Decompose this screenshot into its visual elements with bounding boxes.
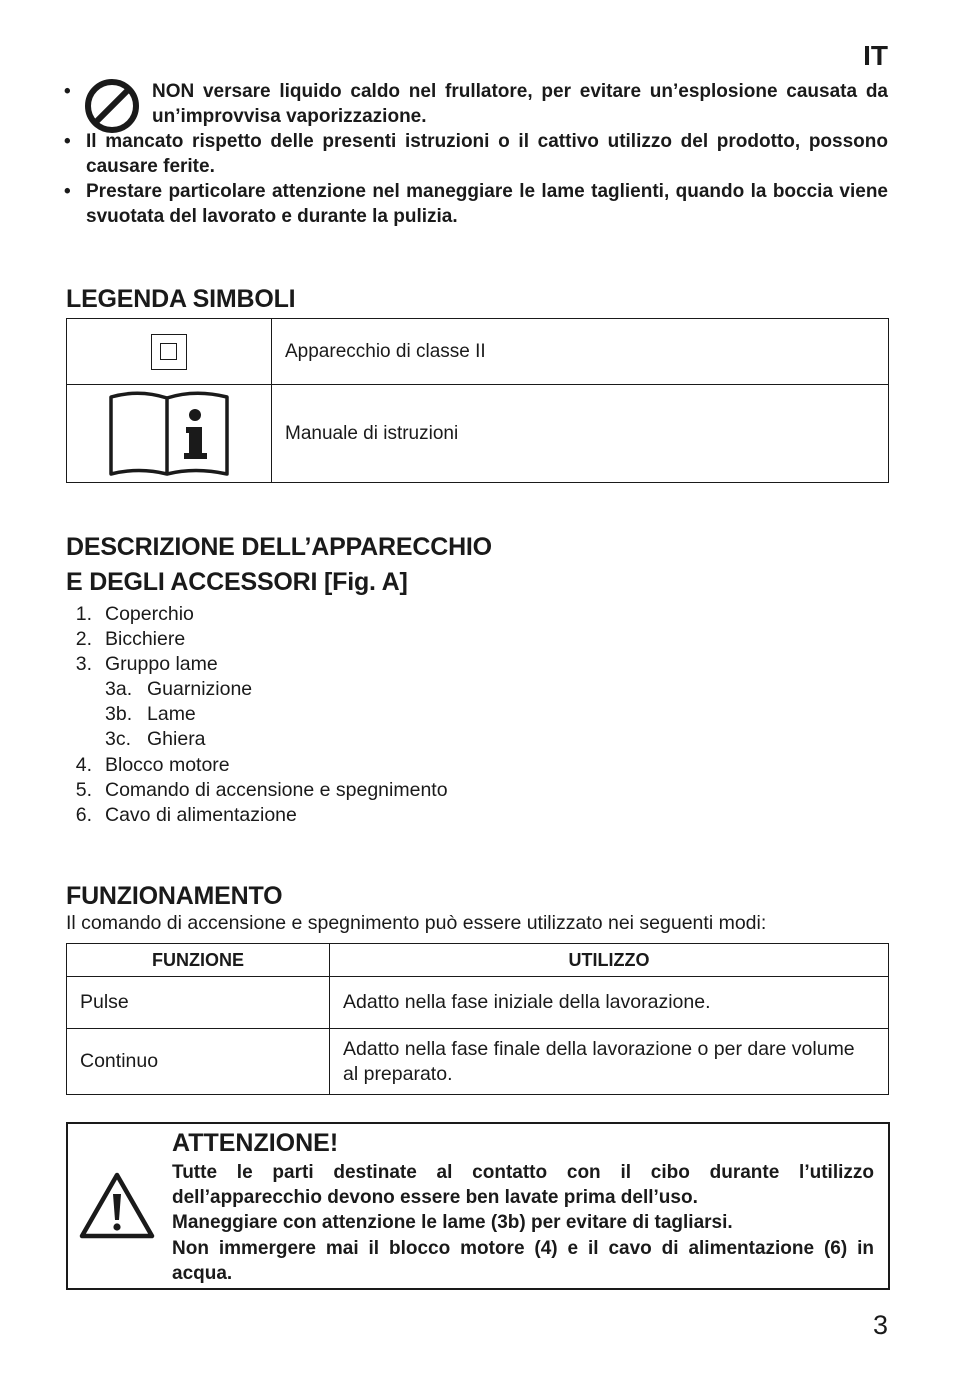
item-label: Lame bbox=[147, 703, 196, 726]
operation-title: FUNZIONAMENTO bbox=[66, 882, 283, 910]
attention-paragraph: Maneggiare con attenzione le lame (3b) per evitare di tagliarsi. bbox=[172, 1212, 733, 1234]
item-label: Blocco motore bbox=[105, 753, 230, 776]
table-cell: Adatto nella fase finale della lavorazione o per dare volume al preparato. bbox=[330, 1029, 889, 1095]
item-label: Comando di accensione e spegnimento bbox=[105, 778, 448, 801]
legend-title: LEGENDA SIMBOLI bbox=[66, 285, 296, 313]
column-header: UTILIZZO bbox=[330, 944, 889, 977]
table-row bbox=[67, 1029, 889, 1095]
legend-row bbox=[67, 385, 889, 483]
legend-label: Manuale di istruzioni bbox=[272, 385, 889, 483]
item-label: Guarnizione bbox=[147, 678, 253, 701]
table-row bbox=[67, 977, 889, 1029]
attention-body bbox=[172, 1160, 874, 1286]
prohibition-icon bbox=[84, 78, 140, 134]
item-label: Cavo di alimentazione bbox=[105, 803, 297, 826]
item-label: Ghiera bbox=[147, 728, 206, 751]
warning-text: NON versare liquido caldo nel frullatore, per evitare un’esplosione causata da un’improvvisa vaporizzazione. bbox=[152, 81, 888, 127]
legend-icon-cell bbox=[67, 385, 272, 483]
table-header-row bbox=[67, 944, 889, 977]
attention-paragraph: Tutte le parti destinate al contatto con il cibo durante l’utilizzo dell’apparecchio devono essere ben lavate prima dell’uso. bbox=[172, 1162, 874, 1209]
bullet: • bbox=[64, 131, 71, 152]
item-label: Bicchiere bbox=[105, 628, 186, 651]
warning-item bbox=[64, 179, 888, 229]
item-number: 3. bbox=[75, 653, 92, 676]
item-number: 2. bbox=[75, 628, 92, 651]
language-code: IT bbox=[863, 40, 888, 71]
legend-row bbox=[67, 319, 889, 385]
item-number: 4. bbox=[75, 753, 92, 776]
table-cell: Adatto nella fase iniziale della lavorazione. bbox=[330, 977, 889, 1029]
instruction-manual-icon bbox=[107, 389, 231, 479]
warning-item bbox=[64, 129, 888, 179]
attention-title: ATTENZIONE! bbox=[172, 1129, 339, 1157]
item-number: 1. bbox=[75, 603, 92, 625]
bullet: • bbox=[64, 181, 71, 202]
legend-table bbox=[66, 318, 889, 483]
item-number: 3c. bbox=[105, 728, 132, 751]
warning-item bbox=[64, 79, 888, 129]
warning-text: Il mancato rispetto delle presenti istruzioni o il cattivo utilizzo del prodotto, possono causare ferite. bbox=[86, 131, 888, 177]
item-number: 5. bbox=[75, 778, 92, 801]
attention-paragraph: Non immergere mai il blocco motore (4) e il cavo di alimentazione (6) in acqua. bbox=[172, 1237, 874, 1284]
legend-icon-cell bbox=[67, 319, 272, 385]
legend-label: Apparecchio di classe II bbox=[272, 319, 889, 385]
bullet: • bbox=[64, 81, 71, 102]
warning-triangle-icon bbox=[79, 1171, 155, 1239]
item-label: Gruppo lame bbox=[105, 653, 218, 676]
item-label: Coperchio bbox=[105, 603, 194, 625]
warning-text: Prestare particolare attenzione nel maneggiare le lame taglienti, quando la boccia viene svuotata del lavorato e durante la pulizia. bbox=[86, 181, 888, 227]
item-number: 6. bbox=[75, 803, 92, 826]
table-cell: Continuo bbox=[67, 1029, 330, 1095]
operation-intro: Il comando di accensione e spegnimento può essere utilizzato nei seguenti modi: bbox=[66, 912, 767, 934]
description-title-line1: DESCRIZIONE DELL’APPARECCHIO bbox=[66, 533, 492, 561]
item-number: 3a. bbox=[105, 678, 133, 701]
function-table bbox=[66, 943, 889, 1095]
table-cell: Pulse bbox=[67, 977, 330, 1029]
class-ii-double-square-icon bbox=[151, 334, 187, 370]
item-number: 3b. bbox=[105, 703, 133, 726]
description-title-line2: E DEGLI ACCESSORI [Fig. A] bbox=[66, 568, 408, 596]
page-number: 3 bbox=[872, 1310, 888, 1340]
column-header: FUNZIONE bbox=[67, 944, 330, 977]
attention-box bbox=[66, 1122, 890, 1290]
